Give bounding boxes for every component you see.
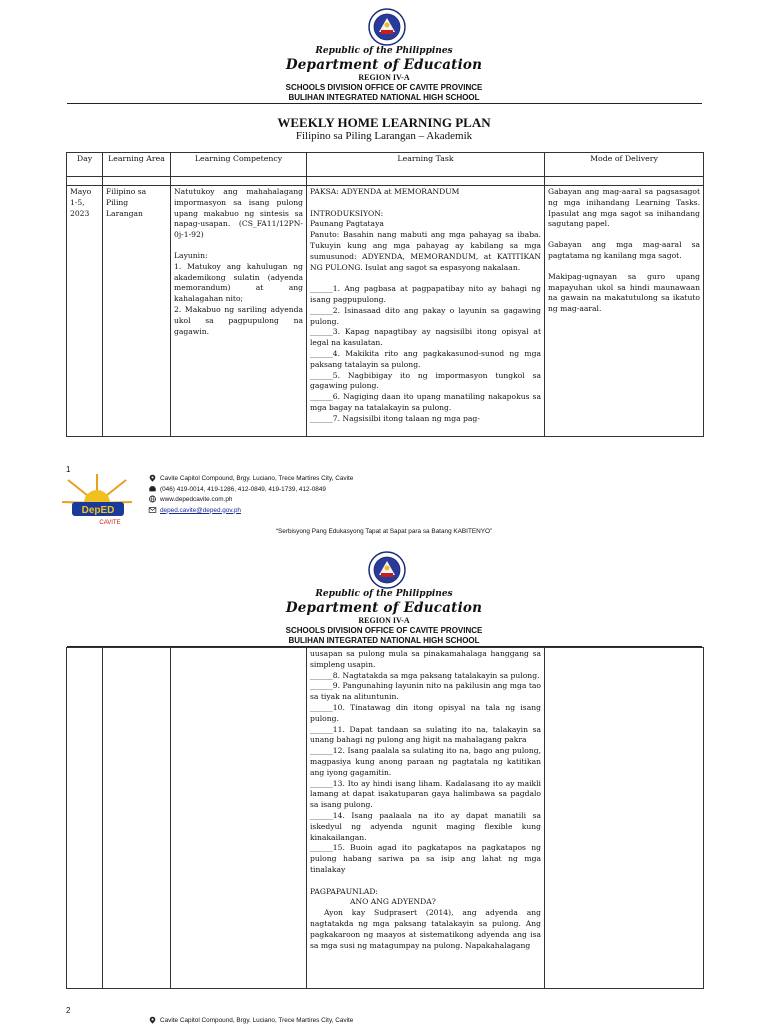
- task-line: ______5. Nagbibigay ito ng impormasyon tungkol sa gagawing pulong.: [310, 370, 541, 391]
- task-content: [310, 187, 541, 435]
- task-line: ______14. Isang paalaala na ito ay dapat manatili sa iskedyul ng adyenda ngunit maging flexible kung kinakailangan.: [310, 810, 541, 842]
- email-link[interactable]: deped.cavite@deped.gov.ph: [160, 506, 241, 514]
- address-text: Cavite Capitol Compound, Brgy. Luciano, Trece Martires City, Cavite: [160, 475, 354, 482]
- task-line: ______15. Buoin agad ito pagkatapos na pagkatapos ng pulong habang sariwa pa sa isip ang lahat ng mga tinalakay: [310, 843, 541, 874]
- region-label-page2: REGION IV-A: [358, 616, 410, 625]
- header-mode-of-delivery: Mode of Delivery: [545, 153, 704, 177]
- task-line: ______3. Kapag napagtibay ay nagsisilbi itong opisyal at legal na kasulatan.: [310, 327, 541, 348]
- task-line: ______9. Pangunahing layunin nito na pakilusin ang mga tao sa tiyak na alituntunin.: [310, 681, 541, 702]
- website-link[interactable]: www.depedcavite.com.ph: [160, 496, 233, 503]
- task-line: Ayon kay Sudprasert (2014), ang adyenda ang nagtatakda ng mga paksang tatalakayin sa pulong. Ang pagkakaroon ng maayos at sistematikong adyenda ang isa sa mga susi ng matagumpay na pulong. Napakahalagang: [310, 908, 541, 950]
- task-line: PAGPAPAUNLAD:: [310, 886, 378, 896]
- logo-text: DepED: [81, 505, 115, 516]
- task-line: Paunang Pagtataya: [310, 219, 384, 229]
- layunin-item-1: 1. Matukoy ang kahulugan ng akademikong sulatin (adyenda memorandum) at ang kahalagahan nito;: [174, 261, 303, 304]
- table-row: [67, 186, 704, 437]
- school-label-page2: BULIHAN INTEGRATED NATIONAL HIGH SCHOOL: [288, 636, 480, 645]
- header-divider: [67, 103, 702, 104]
- page-number: 1: [66, 465, 71, 474]
- task-line: ______10. Tinatawag din itong opisyal na tala ng isang pulong.: [310, 702, 541, 723]
- plan-subtitle: Filipino sa Piling Larangan – Akademik: [295, 130, 473, 142]
- task-line: PAKSA: ADYENDA at MEMORANDUM: [310, 187, 460, 196]
- day-cell: [67, 186, 103, 437]
- email-icon: [148, 506, 157, 514]
- department-label: Department of Education: [285, 57, 483, 73]
- task-line: ______4. Makikita rito ang pagkakasunod-sunod ng mga paksang tatalayin sa pulong.: [310, 348, 541, 369]
- task-line: [310, 198, 541, 209]
- task-cell: [307, 648, 545, 989]
- region-label: REGION IV-A: [358, 73, 410, 82]
- area-cell: [103, 186, 171, 437]
- republic-label: Republic of the Philippines: [315, 46, 453, 56]
- mode-cell: [545, 648, 704, 989]
- competency-cell: [171, 186, 307, 437]
- header-day: Day: [67, 153, 103, 177]
- department-label-page2: Department of Education: [285, 600, 483, 616]
- page-number-2: 2: [66, 1006, 71, 1015]
- location-icon: [148, 1016, 157, 1024]
- task-line: [310, 273, 541, 284]
- task-line: uusapan sa pulong mula sa pinakamahalaga hanggang sa simpleng usapin.: [310, 649, 541, 669]
- deped-seal-icon: [368, 8, 406, 46]
- location-icon: [148, 474, 157, 482]
- contact-block-page2: [148, 1016, 353, 1027]
- address-text: Cavite Capitol Compound, Brgy. Luciano, Trece Martires City, Cavite: [160, 1017, 354, 1024]
- competency-cell: [171, 648, 307, 989]
- task-line: Panuto: Basahin nang mabuti ang mga pahayag sa ibaba. Tukuyin kung ang mga pahayag ay kabilang sa mga sumusunod: ADYENDA, MEMORANDUM, at KATITIKAN NG PULONG. Isulat ang sagot sa espasyong nakalaan.: [310, 230, 541, 272]
- task-line: ______13. Ito ay hindi isang liham. Kadalasang ito ay maikli lamang at dapat isakatuparan gaya halimbawa sa pagdalo sa isang pulong.: [310, 778, 541, 810]
- task-line: ______11. Dapat tandaan sa sulating ito na, talakayin sa unang bahagi ng pulong ang higit na mahalagang pakra: [310, 724, 541, 745]
- task-line: ______12. Isang paalala sa sulating ito na, bago ang pulong, magpasiya kung anong paraan ng pagtatala ng katitikan ang iyong gagamitin.: [310, 746, 541, 777]
- task-line: ______2. Isinasaad dito ang pakay o layunin sa gagawing pulong.: [310, 305, 541, 326]
- school-label: BULIHAN INTEGRATED NATIONAL HIGH SCHOOL: [288, 93, 480, 102]
- task-cell: [307, 186, 545, 437]
- phone-text: (046) 419-0014, 419-1286, 412-0849, 419-1739, 412-0849: [160, 485, 326, 493]
- task-line: ______7. Nagsisilbi itong talaan ng mga pag-: [310, 413, 480, 423]
- task-line: ______8. Nagtatakda sa mga paksang tatalakayin sa pulong.: [310, 670, 540, 680]
- header-learning-task: Learning Task: [307, 153, 545, 177]
- plan-title: WEEKLY HOME LEARNING PLAN: [277, 115, 491, 130]
- table-header-row: [67, 153, 704, 177]
- division-label: SCHOOLS DIVISION OFFICE OF CAVITE PROVINCE: [285, 83, 483, 92]
- task-line: ANO ANG ADYENDA?: [350, 897, 436, 907]
- deped-seal-icon-page2: [368, 551, 406, 589]
- task-line: ______1. Ang pagbasa at pagpapatibay nito ay bahagi ng isang pagpupulong.: [310, 284, 541, 304]
- task-line: [310, 876, 541, 887]
- mode-text-2: Gabayan ang mga mag-aaral sa pagtatama ng kanilang mga sagot.: [548, 240, 700, 260]
- day-text: Mayo 1-5, 2023: [70, 187, 92, 218]
- logo-subtext: CAVITE: [99, 520, 121, 526]
- mode-text-1: Gabayan ang mag-aaral sa pagsasagot ng mga inihandang Learning Tasks. Ipasulat ang mga sagot sa inihandang sagutang papel.: [548, 187, 700, 229]
- mode-cell: [545, 186, 704, 437]
- motto-text: “Serbisyong Pang Edukasyong Tapat at Sapat para sa Batang KABITENYO”: [275, 528, 493, 535]
- deped-cavite-logo-icon: [58, 472, 136, 534]
- task-line: INTRODUKSIYON:: [310, 208, 384, 218]
- day-cell: [67, 648, 103, 989]
- header-learning-competency: Learning Competency: [171, 153, 307, 177]
- area-text: Filipino sa Piling Larangan: [106, 187, 147, 218]
- area-cell: [103, 648, 171, 989]
- task-line: ______6. Nagiging daan ito upang manatiling nakapokus sa mga bagay na tatalakayin sa pulong.: [310, 392, 541, 412]
- layunin-item-2: 2. Makabuo ng sariling adyenda ukol sa pagpupulong na gagawin.: [174, 304, 303, 336]
- header-learning-area: Learning Area: [103, 153, 171, 177]
- contact-block: [148, 474, 353, 516]
- mode-text-3: Makipag-ugnayan sa guro upang mapayuhan ukol sa hindi maunawaan na gawain na makatutulong sa ikatuto ng mag-aaral.: [548, 271, 700, 314]
- learning-plan-table-continued: [66, 647, 704, 989]
- division-label-page2: SCHOOLS DIVISION OFFICE OF CAVITE PROVINCE: [285, 626, 483, 635]
- learning-plan-table: [66, 152, 704, 437]
- phone-icon: [148, 485, 157, 493]
- table-row: [67, 648, 704, 989]
- republic-label-page2: Republic of the Philippines: [315, 589, 453, 599]
- spacer-row: [67, 177, 704, 186]
- layunin-label: Layunin:: [174, 250, 208, 260]
- competency-text: Natutukoy ang mahahalagang impormasyon sa isang pulong upang makabuo ng sintesis sa napag-usapan. (CS_FA11/12PN-0j-1-92): [174, 187, 303, 240]
- web-icon: [148, 495, 157, 503]
- task-content-continued: [310, 649, 541, 987]
